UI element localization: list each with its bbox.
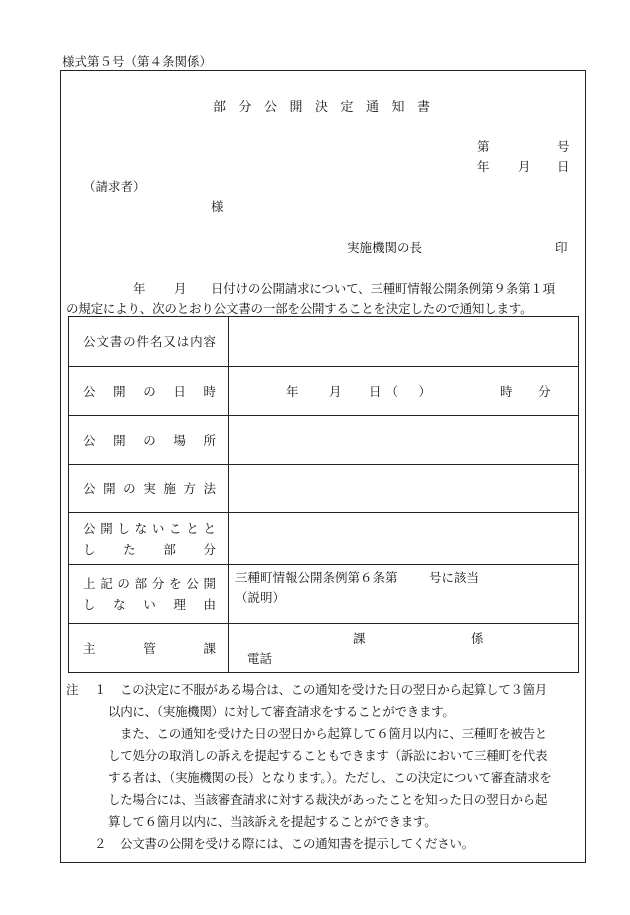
table-row	[69, 367, 579, 416]
table-row	[69, 416, 579, 465]
reason-applicable: 号に該当	[429, 570, 480, 585]
row-label-place: 公開の場所	[69, 416, 229, 465]
row-label-department: 主管課	[69, 624, 229, 673]
row-value-datetime	[229, 367, 579, 416]
body-year: 年	[133, 281, 146, 296]
notes-prefix: 注	[66, 682, 79, 697]
row-label-reason: 上記の部分を公開 しない理由	[69, 565, 229, 624]
date-year: 年	[477, 159, 490, 174]
row-label-datetime: 公開の日時	[69, 367, 229, 416]
note-1-line1: この決定に不服がある場合は、この通知を受けた日の翌日から起算して３箇月	[120, 682, 548, 697]
date-day: 日	[557, 159, 570, 174]
issuer-label: 実施機関の長	[347, 240, 423, 255]
datetime-day-weekday: 日（ ）	[369, 384, 436, 399]
note-1-line2: 以内に、（実施機関）に対して審査請求をすることができます。	[108, 704, 455, 719]
issuer-seal: 印	[555, 240, 568, 255]
datetime-year: 年	[286, 384, 299, 399]
date-month: 月	[518, 159, 531, 174]
dept-phone: 電話	[247, 651, 273, 666]
note-2-line1: 公文書の公開を受ける際には、この通知書を提示してください。	[120, 836, 474, 851]
row-value-reason	[229, 565, 579, 624]
number-dai: 第	[477, 139, 490, 154]
number-go: 号	[557, 139, 570, 154]
table-row	[69, 624, 579, 673]
body-text-line1: 日付けの公開請求について、三種町情報公開条例第９条第１項	[211, 281, 555, 296]
form-label: 様式第５号（第４条関係）	[62, 54, 213, 69]
requester-label: （請求者）	[83, 179, 146, 194]
row-value-subject	[229, 317, 579, 367]
note-1-line6: した場合には、当該審査請求に対する裁決があったことを知った日の翌日から起	[108, 792, 548, 807]
table-row	[69, 317, 579, 367]
dept-ka: 課	[353, 631, 366, 646]
row-label-method: 公開の実施方法	[69, 465, 229, 513]
reason-explanation: （説明）	[235, 590, 286, 605]
table-row	[69, 513, 579, 565]
note-1-line7: 算して６箇月以内に、当該訴えを提起することができます。	[108, 814, 437, 829]
note-1-line3: また、この通知を受けた日の翌日から起算して６箇月以内に、三種町を被告と	[120, 726, 548, 741]
datetime-hour: 時	[500, 384, 513, 399]
table-row	[69, 565, 579, 624]
note-1-number: １	[94, 682, 107, 697]
dept-kakari: 係	[471, 631, 484, 646]
document-title: 部分公開決定通知書	[213, 100, 443, 115]
row-label-undisclosed-part: 公開しないことと した部分	[69, 513, 229, 565]
body-month: 月	[174, 281, 187, 296]
note-1-line4: して処分の取消しの訴えを提起することもできます（訴訟において三種町を代表	[108, 748, 548, 763]
requester-honorific: 様	[211, 199, 224, 214]
table-row	[69, 465, 579, 513]
row-label-subject: 公文書の件名又は内容	[69, 317, 229, 367]
row-value-undisclosed-part	[229, 513, 579, 565]
disclosure-table	[68, 316, 579, 673]
datetime-month: 月	[329, 384, 342, 399]
body-text-line2: の規定により、次のとおり公文書の一部を公開することを決定したので通知します。	[66, 301, 533, 316]
row-value-department	[229, 624, 579, 673]
note-2-number: ２	[94, 836, 107, 851]
datetime-minute: 分	[538, 384, 551, 399]
reason-article: 三種町情報公開条例第６条第	[235, 570, 398, 585]
row-value-place	[229, 416, 579, 465]
note-1-line5: する者は、（実施機関の長）となります。）。ただし、この決定について審査請求を	[108, 770, 552, 785]
row-value-method	[229, 465, 579, 513]
